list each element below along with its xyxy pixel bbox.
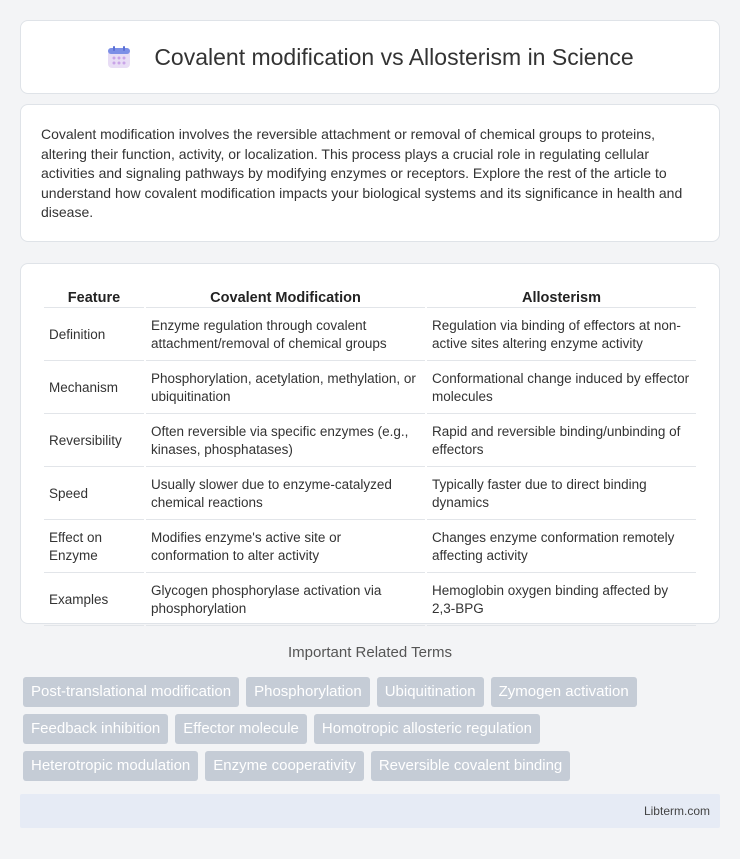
related-term-tag[interactable]: Enzyme cooperativity <box>205 751 364 781</box>
table-cell: Regulation via binding of effectors at non-active sites altering enzyme activity <box>427 310 696 361</box>
table-cell: Typically faster due to direct binding dynamics <box>427 469 696 520</box>
related-term-tag[interactable]: Effector molecule <box>175 714 307 744</box>
table-cell: Usually slower due to enzyme-catalyzed chemical reactions <box>146 469 425 520</box>
table-cell: Phosphorylation, acetylation, methylation, or ubiquitination <box>146 363 425 414</box>
table-row <box>44 469 696 520</box>
related-term-tag[interactable]: Zymogen activation <box>491 677 637 707</box>
related-terms <box>23 677 723 788</box>
table-row <box>44 363 696 414</box>
table-cell: Hemoglobin oxygen binding affected by 2,3-BPG <box>427 575 696 626</box>
footer-brand[interactable]: Libterm.com <box>643 804 710 818</box>
related-term-tag[interactable]: Post-translational modification <box>23 677 239 707</box>
related-term-tag[interactable]: Phosphorylation <box>246 677 370 707</box>
tag-row <box>23 677 723 707</box>
table-cell: Changes enzyme conformation remotely affecting activity <box>427 522 696 573</box>
related-terms-title: Important Related Terms <box>288 644 452 661</box>
tag-row <box>23 751 723 781</box>
table-cell: Modifies enzyme's active site or conformation to alter activity <box>146 522 425 573</box>
intro-card <box>20 104 720 242</box>
table-cell: Effect on Enzyme <box>44 522 144 573</box>
table-header-row <box>44 286 696 308</box>
header-allosterism: Allosterism <box>427 286 696 308</box>
header-covalent: Covalent Modification <box>146 286 425 308</box>
comparison-table-card <box>20 263 720 624</box>
comparison-table <box>42 284 698 628</box>
related-term-tag[interactable]: Ubiquitination <box>377 677 484 707</box>
calendar-icon <box>106 44 132 70</box>
related-term-tag[interactable]: Feedback inhibition <box>23 714 168 744</box>
table-cell: Reversibility <box>44 416 144 467</box>
table-cell: Speed <box>44 469 144 520</box>
table-cell: Rapid and reversible binding/unbinding of effectors <box>427 416 696 467</box>
table-cell: Mechanism <box>44 363 144 414</box>
table-cell: Enzyme regulation through covalent attachment/removal of chemical groups <box>146 310 425 361</box>
table-row <box>44 522 696 573</box>
page-title: Covalent modification vs Allosterism in Science <box>154 43 634 70</box>
title-card <box>20 20 720 94</box>
intro-text: Covalent modification involves the reversible attachment or removal of chemical groups to proteins, altering their function, activity, or localization. This process plays a crucial role in regulating cellular activities and signaling pathways by modifying enzymes or receptors. Explore the rest of the article to understand how covalent modification impacts your biological systems and its significance in health and disease. <box>41 126 683 221</box>
tag-row <box>23 714 723 744</box>
table-row <box>44 416 696 467</box>
table-row <box>44 310 696 361</box>
table-cell: Glycogen phosphorylase activation via phosphorylation <box>146 575 425 626</box>
table-cell: Definition <box>44 310 144 361</box>
related-term-tag[interactable]: Reversible covalent binding <box>371 751 570 781</box>
related-term-tag[interactable]: Heterotropic modulation <box>23 751 198 781</box>
table-cell: Often reversible via specific enzymes (e.g., kinases, phosphatases) <box>146 416 425 467</box>
table-cell: Conformational change induced by effector molecules <box>427 363 696 414</box>
header-feature: Feature <box>44 286 144 308</box>
footer <box>20 794 720 828</box>
related-term-tag[interactable]: Homotropic allosteric regulation <box>314 714 540 744</box>
table-cell: Examples <box>44 575 144 626</box>
table-row <box>44 575 696 626</box>
